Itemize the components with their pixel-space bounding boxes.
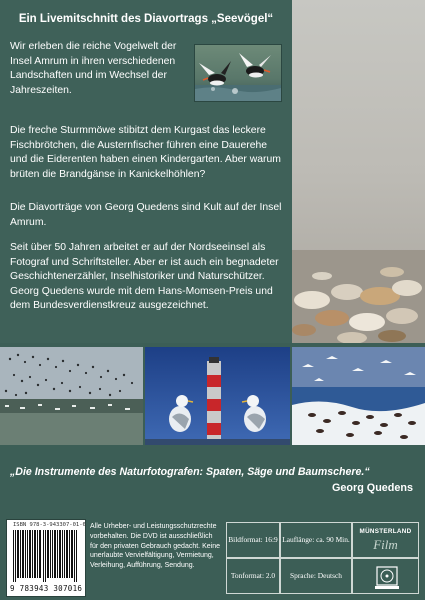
- technical-info: [226, 522, 419, 594]
- publisher-name: MÜNSTERLAND: [359, 528, 412, 535]
- paragraph-birds: Die freche Sturmmöwe stibitzt dem Kurgast das leckere Fischbrötchen, die Austernfischer führen eine Dauerehe und die Eiderenten haben einen Kindergarten. Aber warum brüten die Brandgänse in Kanickelhöhlen?: [10, 125, 281, 180]
- barcode: [6, 519, 86, 597]
- intro-paragraph: Wir erleben die reiche Vogelwelt der Insel Amrum in ihren verschiedenen Landschaften und im Wechsel der Jahreszeiten.: [10, 41, 177, 96]
- photo-strip: [0, 347, 425, 445]
- paragraph-cult: Die Diavorträge von Georg Quedens sind Kult auf der Insel Amrum.: [10, 202, 282, 228]
- quote-author: Georg Quedens: [332, 482, 413, 494]
- lighthouse-gulls-photo: [145, 347, 290, 445]
- publisher-logo: [352, 522, 419, 558]
- shells-photo: [292, 0, 425, 343]
- quote-text: „Die Instrumente des Naturfotografen: Spaten, Säge und Baumschere.“: [10, 466, 370, 478]
- barcode-bars: [7, 530, 85, 586]
- running-time: Lauflänge: ca. 90 Min.: [280, 522, 352, 558]
- oystercatcher-photo: [194, 44, 282, 102]
- cover-title: Ein Livemitschnitt des Diavortrags „Seevögel“: [18, 13, 274, 25]
- legal-notice: Alle Urheber- und Leistungsschutzrechte vorbehalten. Die DVD ist ausschließlich für den privaten Gebrauch gedacht. Keine unerlaubte Vervielfältigung, Vermietung, Verleihung, Aufführung, Sendung.: [90, 523, 220, 570]
- description-panel: [0, 0, 292, 343]
- dvd-icon: [353, 559, 420, 595]
- sound-format: Tonformat: 2.0: [226, 558, 280, 594]
- isbn-label: ISBN 978-3-943307-01-6: [13, 522, 86, 528]
- language: Sprache: Deutsch: [280, 558, 352, 594]
- publisher-sub: Film: [373, 537, 398, 552]
- paragraph-biography: Seit über 50 Jahren arbeitet er auf der Nordseeinsel als Fotograf und Schriftsteller. Aber er ist auch ein begnadeter Geschichtenerzähler, Inselhistoriker und Naturschützer. Georg Quedens wurde mit dem Hans-Momsen-Preis und dem Bundesverdienstkreuz ausgezeichnet.: [10, 242, 279, 312]
- dvd-logo-box: [352, 558, 419, 594]
- barcode-number: 9 783943 307016: [10, 584, 83, 593]
- bird-shoreline-photo: [292, 347, 425, 445]
- bird-flock-photo: [0, 347, 143, 445]
- picture-format: Bildformat: 16:9: [226, 522, 280, 558]
